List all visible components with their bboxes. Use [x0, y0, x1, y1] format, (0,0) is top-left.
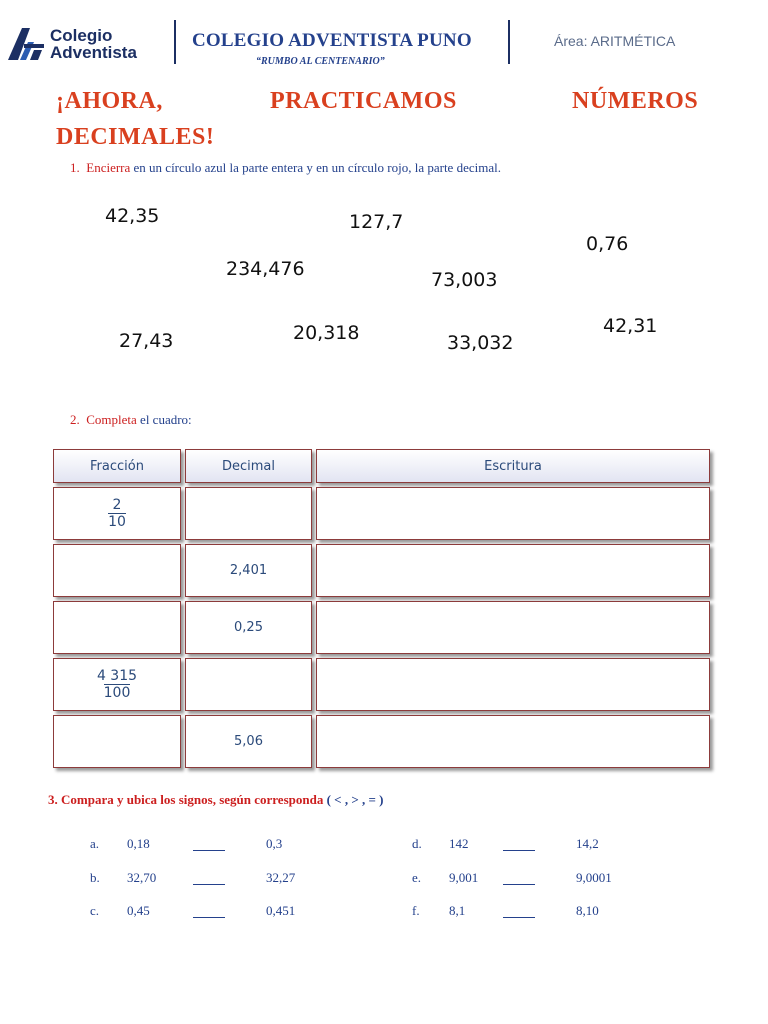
answer-blank[interactable] [193, 870, 225, 885]
fraction-cell[interactable] [53, 601, 181, 654]
school-motto: “RUMBO AL CENTENARIO” [256, 56, 385, 67]
escritura-cell[interactable] [316, 715, 710, 768]
fraction-denominator: 100 [103, 685, 131, 701]
title-word: NÚMEROS [572, 88, 699, 114]
logo-line-2: Adventista [50, 43, 137, 62]
title-word: PRACTICAMOS [270, 88, 457, 114]
question-3 [48, 792, 383, 808]
decimal-number[interactable]: 20,318 [293, 322, 360, 344]
escritura-cell[interactable] [316, 658, 710, 711]
title-word: ¡AHORA, [56, 88, 163, 114]
decimal-number[interactable]: 73,003 [431, 269, 498, 291]
fraction-denominator: 10 [108, 514, 126, 530]
question-2 [70, 412, 192, 428]
escritura-cell[interactable] [316, 544, 710, 597]
fraction-numerator: 4 315 [96, 668, 138, 684]
compare-value-b: 0,3 [266, 836, 283, 851]
question-number: 1. [70, 160, 80, 175]
decimal-number[interactable]: 33,032 [447, 332, 514, 354]
answer-blank[interactable] [503, 903, 535, 918]
item-letter: e. [412, 870, 422, 885]
answer-blank[interactable] [193, 836, 225, 851]
logo-text [50, 27, 137, 61]
escritura-cell[interactable] [316, 487, 710, 540]
title-word: DECIMALES! [56, 124, 215, 150]
compare-value-b: 32,27 [266, 870, 296, 885]
compare-value-a: 0,18 [127, 836, 150, 851]
item-letter: b. [90, 870, 100, 885]
decimal-number[interactable]: 42,35 [105, 205, 160, 227]
question-text: . Compara y ubica los signos, según corresponda [54, 792, 324, 807]
signs-list: ( < , > , = ) [326, 792, 384, 807]
item-letter: d. [412, 836, 422, 851]
item-letter: c. [90, 903, 100, 918]
logo-line-1: Colegio [50, 26, 113, 45]
decimal-cell[interactable] [185, 658, 312, 711]
escritura-cell[interactable] [316, 601, 710, 654]
header-divider [174, 20, 176, 64]
logo-mark-icon [8, 26, 48, 62]
fraction-cell[interactable] [53, 544, 181, 597]
decimal-number[interactable]: 27,43 [119, 330, 174, 352]
compare-value-b: 14,2 [576, 836, 599, 851]
decimal-cell: 0,25 [185, 601, 312, 654]
item-letter: f. [412, 903, 420, 918]
header-escritura: Escritura [316, 449, 710, 483]
question-1 [70, 160, 501, 176]
item-letter: a. [90, 836, 100, 851]
question-verb: Encierra [86, 160, 131, 175]
answer-blank[interactable] [503, 836, 535, 851]
decimal-cell: 5,06 [185, 715, 312, 768]
header-fraccion: Fracción [53, 449, 181, 483]
question-text: en un círculo azul la parte entera y en un círculo rojo, la parte decimal. [133, 160, 501, 175]
decimal-number[interactable]: 234,476 [226, 258, 305, 280]
header-decimal: Decimal [185, 449, 312, 483]
decimal-cell[interactable] [185, 487, 312, 540]
compare-value-b: 0,451 [266, 903, 296, 918]
fraction-cell [53, 487, 181, 540]
fraction-numerator: 2 [112, 497, 122, 513]
question-verb: Completa [86, 412, 137, 427]
decimal-number[interactable]: 127,7 [349, 211, 404, 233]
answer-blank[interactable] [193, 903, 225, 918]
compare-value-b: 8,10 [576, 903, 599, 918]
decimal-cell: 2,401 [185, 544, 312, 597]
question-number: 2. [70, 412, 80, 427]
decimal-number[interactable]: 42,31 [603, 315, 658, 337]
answer-blank[interactable] [503, 870, 535, 885]
compare-value-a: 0,45 [127, 903, 150, 918]
compare-value-b: 9,0001 [576, 870, 612, 885]
compare-value-a: 142 [449, 836, 469, 851]
header-divider [508, 20, 510, 64]
compare-value-a: 32,70 [127, 870, 157, 885]
fraction-cell [53, 658, 181, 711]
compare-value-a: 8,1 [449, 903, 466, 918]
subject-area: Área: ARITMÉTICA [554, 33, 676, 49]
question-number: 3 [48, 792, 55, 807]
decimal-number[interactable]: 0,76 [586, 233, 629, 255]
fraction-cell[interactable] [53, 715, 181, 768]
compare-value-a: 9,001 [449, 870, 479, 885]
school-name: COLEGIO ADVENTISTA PUNO [192, 30, 472, 51]
question-text: el cuadro: [140, 412, 192, 427]
